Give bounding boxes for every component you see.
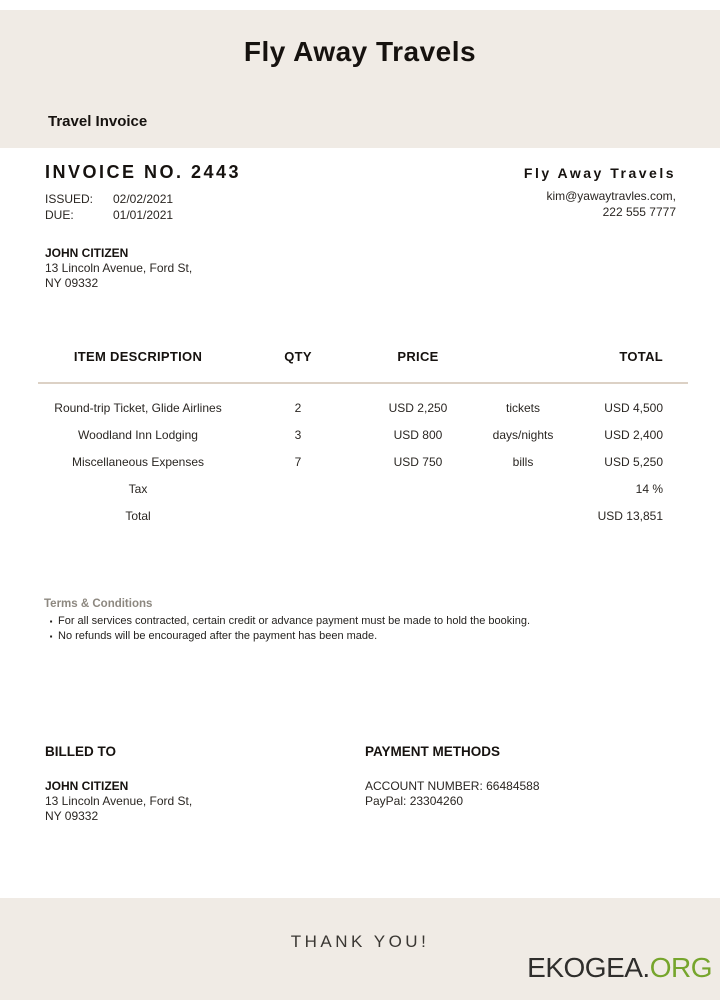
invoice-number: INVOICE NO. 2443 [45,162,242,182]
paypal-number: PayPal: 23304260 [365,794,464,808]
due-label: DUE: [45,208,74,222]
company-info [524,165,676,220]
item-description: Round-trip Ticket, Glide Airlines [54,400,222,415]
payment-methods-heading: PAYMENT METHODS [365,744,501,759]
watermark-secondary: ORG [649,952,712,983]
terms-text: No refunds will be encouraged after the payment has been made. [58,630,378,642]
terms-item [44,614,674,629]
customer-name: JOHN CITIZEN [45,246,129,260]
customer-info [45,246,192,291]
table-row [38,394,688,421]
due-row [45,207,241,223]
table-row [38,421,688,448]
invoice-meta [45,162,241,223]
issued-row [45,191,241,207]
billed-to-details [45,779,345,824]
billed-to-address-line2: NY 09332 [45,809,99,823]
company-contact [524,188,676,220]
table-row [38,448,688,475]
terms-section [44,598,674,644]
bullet-icon: ▪ [49,632,53,641]
item-total: USD 5,250 [604,454,663,469]
header-total: TOTAL [619,348,663,364]
header-item-description: ITEM DESCRIPTION [73,348,203,364]
item-unit: days/nights [492,427,554,442]
terms-heading: Terms & Conditions [44,598,153,610]
payment-details [365,779,685,809]
watermark-primary: EKOGEA. [527,952,650,983]
header-qty: QTY [284,348,312,364]
tax-label: Tax [128,481,148,496]
item-qty: 7 [294,454,302,469]
billed-to-heading: BILLED TO [45,744,117,759]
header-price: PRICE [397,348,439,364]
tax-row [38,475,688,502]
grand-total-value: USD 13,851 [597,508,663,523]
tax-value: 14 % [635,481,663,496]
item-qty: 2 [294,400,302,415]
document-type-label: Travel Invoice [48,113,148,130]
item-unit: bills [512,454,534,469]
invoice-dates [45,191,241,223]
brand-title: Fly Away Travels [243,36,477,67]
billed-to-block [45,744,345,824]
item-price: USD 2,250 [388,400,448,415]
terms-item [44,629,674,644]
total-label: Total [125,508,151,523]
due-date: 01/01/2021 [113,208,174,222]
company-phone: 222 555 7777 [602,205,676,219]
payment-methods-block [365,744,685,809]
issued-date: 02/02/2021 [113,192,174,206]
billed-to-address-line1: 13 Lincoln Avenue, Ford St, [45,794,193,808]
customer-address-line2: NY 09332 [45,276,99,290]
terms-list [44,614,674,644]
company-email: kim@yawaytravles.com, [546,189,676,203]
items-table [38,346,688,529]
item-description: Woodland Inn Lodging [78,427,198,442]
total-row [38,502,688,529]
billed-to-name: JOHN CITIZEN [45,779,129,793]
item-price: USD 800 [393,427,443,442]
bullet-icon: ▪ [49,617,53,626]
item-price: USD 750 [393,454,443,469]
issued-label: ISSUED: [45,192,94,206]
table-header-row [38,346,688,366]
thank-you-text: THANK YOU! [290,932,430,951]
item-unit: tickets [505,400,540,415]
table-body [38,394,688,529]
company-name: Fly Away Travels [523,165,676,181]
item-description: Miscellaneous Expenses [71,454,205,469]
watermark-logo [527,952,712,984]
terms-text: For all services contracted, certain credit or advance payment must be made to hold the booking. [58,615,531,627]
customer-address-line1: 13 Lincoln Avenue, Ford St, [45,261,193,275]
table-divider [38,382,688,384]
item-qty: 3 [294,427,302,442]
item-total: USD 4,500 [604,400,663,415]
account-number: ACCOUNT NUMBER: 66484588 [365,779,540,793]
item-total: USD 2,400 [604,427,663,442]
